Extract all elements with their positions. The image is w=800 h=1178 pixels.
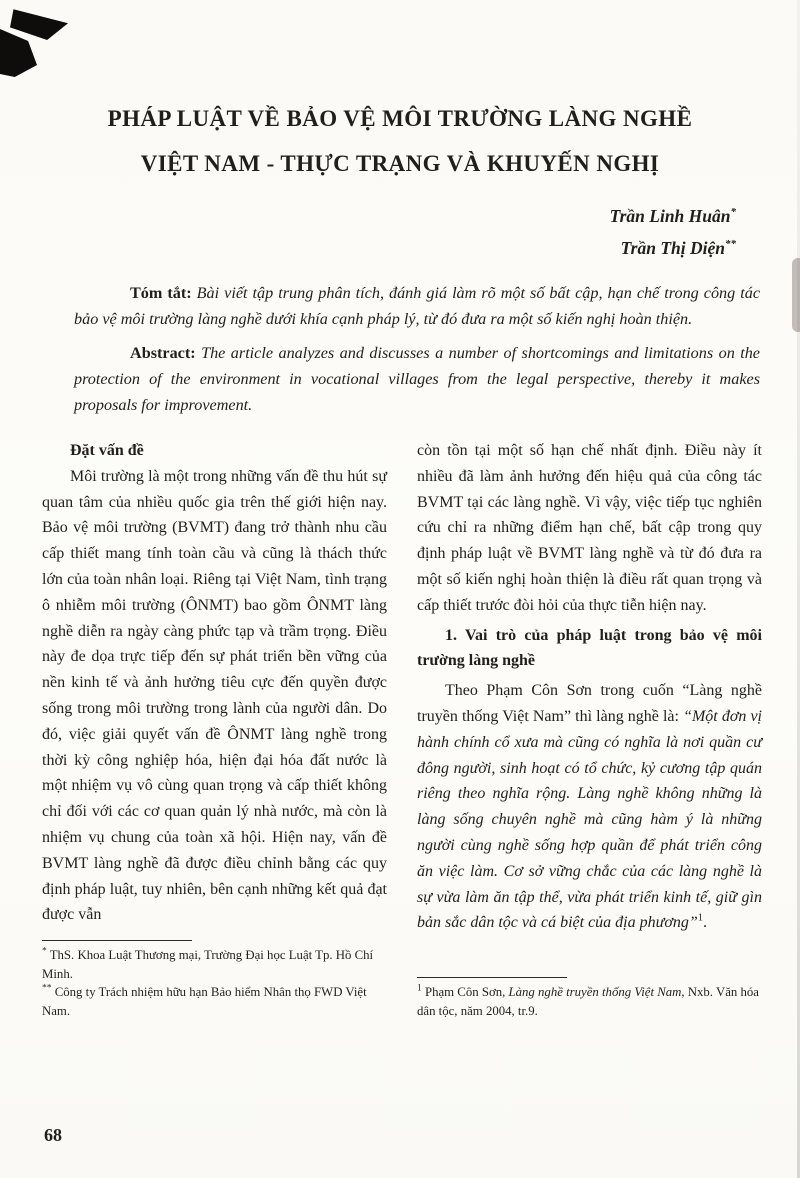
- abstract-en-label: Abstract:: [130, 344, 196, 362]
- author-2: [0, 232, 736, 264]
- footnote-author-1-text: ThS. Khoa Luật Thương mại, Trường Đại học Luật Tp. Hồ Chí Minh.: [42, 948, 374, 981]
- section-1-quote: “Một đơn vị hành chính cổ xưa mà cũng có nghĩa là nơi quần cư đông người, sinh hoạt có tổ chức, kỷ cương tập quán riêng theo nghĩa rộng. Làng nghề không những là làng sống chuyên nghề mà cũng hàm ý là những người cùng nghề sống hợp quần để phát triển công ăn việc làm. Cơ sở vững chắc của các làng nghề là sự vừa làm ăn tập thể, vừa phát triển kinh tế, giữ gìn bản sắc dân tộc và cá biệt của địa phương”: [417, 707, 762, 932]
- section-1-paragraph: [417, 678, 762, 936]
- article-header: [0, 0, 800, 264]
- abstract-vi-label: Tóm tắt:: [130, 284, 192, 302]
- article-title-line-2: VIỆT NAM - THỰC TRẠNG VÀ KHUYẾN NGHỊ: [140, 151, 660, 176]
- footnote-citation-1-suffix: , Nxb. Văn hóa dân tộc, năm 2004, tr.9.: [417, 985, 759, 1018]
- author-2-footnote-marker: **: [725, 238, 736, 251]
- footnote-author-1-marker: *: [42, 946, 47, 957]
- abstract-vietnamese: [74, 280, 760, 332]
- abstract-english: [74, 340, 760, 418]
- abstract-en-text: The article analyzes and discusses a number of shortcomings and limitations on the protection of the environment in vocational villages from the legal perspective, thereby it makes proposals for improvement.: [74, 344, 760, 414]
- footnote-separator-right: [417, 977, 567, 978]
- footnote-citation-1-prefix: Phạm Côn Sơn,: [424, 985, 509, 1000]
- abstract-vi-text: Bài viết tập trung phân tích, đánh giá làm rõ một số bất cập, hạn chế trong công tác bảo vệ môi trường làng nghề dưới khía cạnh pháp lý, từ đó đưa ra một số kiến nghị hoàn thiện.: [74, 284, 761, 328]
- citation-footnotes: [417, 965, 762, 1020]
- footnote-separator-left: [42, 940, 192, 941]
- footnote-citation-1-work-title: Làng nghề truyền thống Việt Nam: [508, 985, 682, 1000]
- section-1-heading: 1. Vai trò của pháp luật trong bảo vệ môi trường làng nghề: [417, 626, 762, 670]
- two-column-body: [42, 438, 762, 1020]
- left-column: [42, 438, 387, 1020]
- scan-smudge-right-edge: [792, 258, 800, 332]
- author-2-name: Trần Thị Diện: [620, 238, 725, 258]
- footnote-author-2-text: Công ty Trách nhiệm hữu hạn Bảo hiểm Nhân thọ FWD Việt Nam.: [42, 985, 367, 1018]
- continuation-paragraph: còn tồn tại một số hạn chế nhất định. Điều này ít nhiều đã làm ảnh hưởng đến hiệu quả của công tác BVMT tại các làng nghề. Vì vậy, việc tiếp tục nghiên cứu chỉ ra những điểm hạn chế, bất cập trong quy định pháp luật về BVMT làng nghề và từ đó đưa ra một số kiến nghị hoàn thiện là điều rất quan trọng và cấp thiết trước đòi hỏi của thực tiễn hiện nay.: [417, 442, 762, 614]
- abstract-section: [74, 280, 760, 418]
- author-1-footnote-marker: *: [730, 206, 736, 219]
- intro-heading: Đặt vấn đề: [70, 442, 144, 459]
- section-1-closing: .: [703, 914, 708, 932]
- author-footnotes: [42, 928, 387, 1020]
- intro-paragraph: Môi trường là một trong những vấn đề thu hút sự quan tâm của nhiều quốc gia trên thế giới hiện nay. Bảo vệ môi trường (BVMT) đang trở thành nhu cầu cấp thiết mang tính toàn cầu và cũng là thách thức lớn của toàn nhân loại. Riêng tại Việt Nam, tình trạng ô nhiễm môi trường (ÔNMT) bao gồm ÔNMT làng nghề diễn ra ngày càng phức tạp và trầm trọng. Điều này đe dọa trực tiếp đến sự phát triển bền vững của nền kinh tế và ảnh hưởng tiêu cực đến quyền được sống trong môi trường trong lành của người dân. Do đó, việc giải quyết vấn đề ÔNMT làng nghề trong thời kỳ công nghiệp hóa, hiện đại hóa đất nước là một nhiệm vụ vô cùng quan trọng và cấp thiết không chỉ đối với các cơ quan quản lý nhà nước, mà còn là nhiệm vụ chung của toàn xã hội. Hiện nay, vấn đề BVMT làng nghề đã được điều chỉnh bằng các quy định pháp luật, tuy nhiên, bên cạnh những kết quả đạt được vẫn: [42, 467, 387, 924]
- footnote-author-2: [42, 983, 387, 1020]
- section-1-intro: Theo Phạm Côn Sơn trong cuốn “Làng nghề truyền thống Việt Nam” thì làng nghề là:: [417, 682, 762, 725]
- article-title: [56, 96, 744, 186]
- footnote-citation-1-marker: 1: [417, 983, 422, 994]
- right-column: [417, 438, 762, 1020]
- footnote-author-1: [42, 946, 387, 983]
- citation-reference-1: 1: [697, 913, 704, 925]
- article-title-line-1: PHÁP LUẬT VỀ BẢO VỆ MÔI TRƯỜNG LÀNG NGHỀ: [107, 106, 693, 131]
- author-1: [0, 200, 736, 232]
- footnote-citation-1: [417, 983, 762, 1020]
- author-1-name: Trần Linh Huân: [609, 206, 731, 226]
- author-list: [0, 200, 736, 264]
- footnote-author-2-marker: **: [42, 983, 52, 994]
- page-number: 68: [44, 1125, 62, 1145]
